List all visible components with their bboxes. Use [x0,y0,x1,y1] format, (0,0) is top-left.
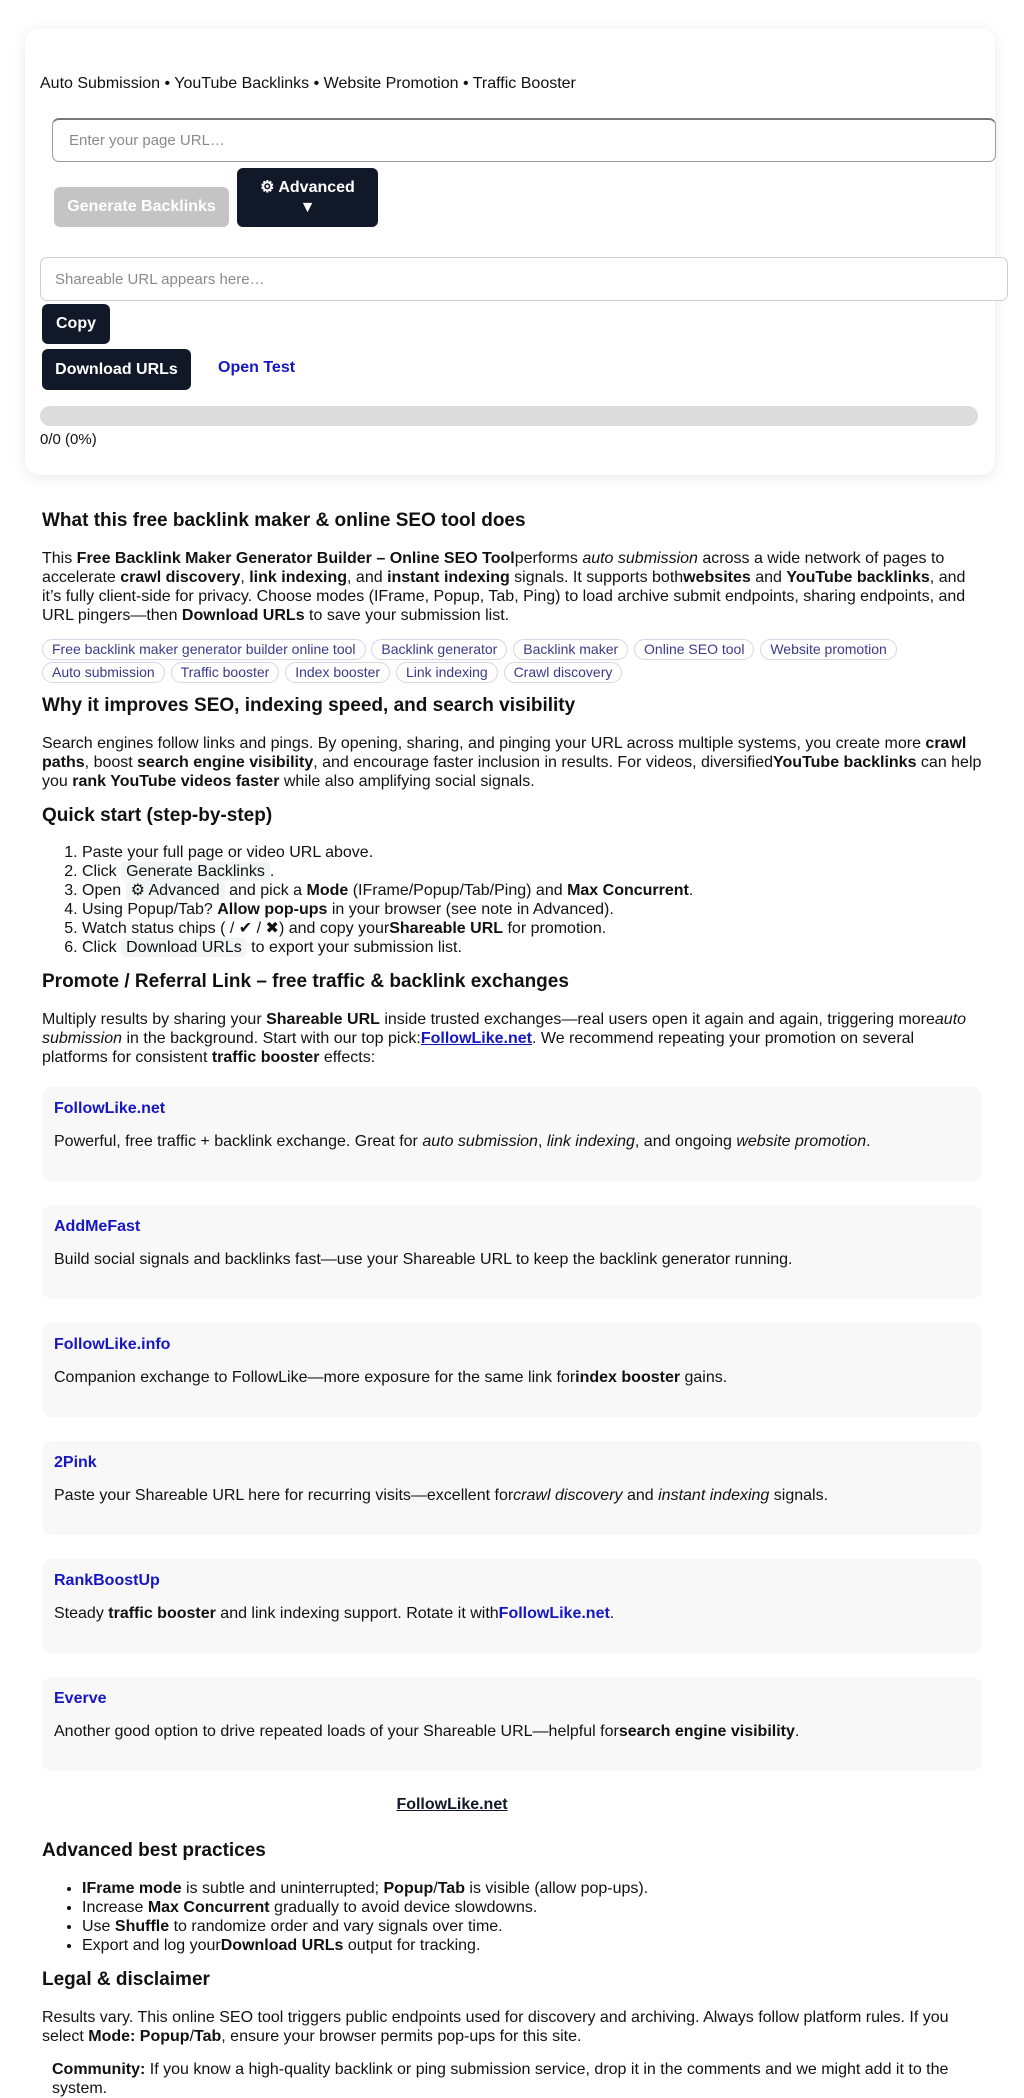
advanced-label: ⚙ Advanced [260,178,355,196]
promo-card-followlike-info [42,1323,982,1417]
quickstart-heading: Quick start (step-by-step) [42,804,273,826]
list-item: • IFrame mode is subtle and uninterrupted; Popup/Tab is visible (allow pop-ups). [82,1879,982,1898]
generate-chip: Generate Backlinks [121,862,270,881]
tag-chip[interactable]: Online SEO tool [634,639,754,660]
download-chip: Download URLs [121,938,247,957]
promo-description: Companion exchange to FollowLike—more exposure for the same link forindex booster gains. [54,1369,728,1387]
tag-chip[interactable]: Backlink maker [513,639,628,660]
advanced-list [42,1879,982,1955]
progress-bar [40,406,978,426]
promo-title-link[interactable]: FollowLike.net [54,1100,166,1118]
keyword-tags [42,639,982,685]
promo-title-link[interactable]: AddMeFast [54,1218,141,1236]
download-urls-button[interactable]: Download URLs [42,349,191,390]
why-heading: Why it improves SEO, indexing speed, and search visibility [42,694,576,716]
promo-title-link[interactable]: Everve [54,1690,107,1708]
advanced-heading: Advanced best practices [42,1840,266,1862]
followlike-center-link[interactable]: FollowLike.net [396,1796,508,1814]
promo-description: Build social signals and backlinks fast—use your Shareable URL to keep the backlink generator running. [54,1251,793,1269]
generate-backlinks-button[interactable]: Generate Backlinks [54,187,229,227]
tag-chip[interactable]: Backlink generator [371,639,507,660]
promote-heading: Promote / Referral Link – free traffic & backlink exchanges [42,971,569,993]
legal-heading: Legal & disclaimer [42,1969,210,1991]
community-note: Community: If you know a high-quality backlink or ping submission service, drop it in the comments and we might add it to the system. [52,2060,949,2097]
quickstart-steps [42,843,982,957]
tag-chip[interactable]: Free backlink maker generator builder online tool [42,639,366,660]
promo-card-2pink [42,1441,982,1535]
progress-text: 0/0 (0%) [40,431,97,448]
what-paragraph: This Free Backlink Maker Generator Builder – Online SEO Toolperforms auto submission across a wide network of pages to accelerate crawl discovery, link indexing, and instant indexing signals. It supports bothwebsites and YouTube backlinks, and it’s fully client-side for privacy. Choose modes (IFrame, Popup, Tab, Ping) to load archive submit endpoints, sharing endpoints, and URL pingers—then Download URLs to save your submission list. [42,549,966,624]
promo-card-followlike-net [42,1087,982,1181]
content [42,510,982,2098]
advanced-toggle-button[interactable] [237,168,378,227]
legal-paragraph: Results vary. This online SEO tool triggers public endpoints used for discovery and archiving. Always follow platform rules. If you select Mode: Popup/Tab, ensure your browser permits pop-ups for this site. [42,2008,949,2045]
promo-list [42,1087,982,1771]
tagline: Auto Submission • YouTube Backlinks • Website Promotion • Traffic Booster [40,75,576,92]
list-item: 2. Click Generate Backlinks . [82,862,982,881]
promo-title-link[interactable]: 2Pink [54,1454,97,1472]
list-item: 4. Using Popup/Tab? Allow pop-ups in your browser (see note in Advanced). [82,900,982,919]
promo-title-link[interactable]: RankBoostUp [54,1572,160,1590]
tag-chip[interactable]: Auto submission [42,662,165,683]
shareable-url-field[interactable] [40,257,1008,301]
followlike-inline-link[interactable]: FollowLike.net [420,1030,532,1048]
tag-chip[interactable]: Index booster [285,662,390,683]
promo-description: Steady traffic booster and link indexing support. Rotate it withFollowLike.net. [54,1605,615,1623]
chevron-down-icon: ▼ [299,198,316,216]
list-item: 5. Watch status chips ( / ✔ / ✖) and copy yourShareable URL for promotion. [82,919,982,938]
list-item: 3. Open ⚙ Advanced and pick a Mode (IFrame/Popup/Tab/Ping) and Max Concurrent. [82,881,982,900]
promo-card-everve [42,1677,982,1771]
tag-chip[interactable]: Link indexing [396,662,498,683]
tag-chip[interactable]: Crawl discovery [504,662,623,683]
promo-description: Powerful, free traffic + backlink exchange. Great for auto submission, link indexing, and ongoing website promotion. [54,1133,871,1151]
list-item: 1. Paste your full page or video URL above. [82,843,982,862]
list-item: • Use Shuffle to randomize order and vary signals over time. [82,1917,982,1936]
promo-description: Paste your Shareable URL here for recurring visits—excellent forcrawl discovery and instant indexing signals. [54,1487,829,1505]
what-heading: What this free backlink maker & online SEO tool does [42,510,526,531]
why-paragraph: Search engines follow links and pings. By opening, sharing, and pinging your URL across multiple systems, you create more crawl paths, boost search engine visibility, and encourage faster inclusion in results. For videos, diversifiedYouTube backlinks can help you rank YouTube videos faster while also amplifying social signals. [42,734,982,790]
list-item: • Export and log yourDownload URLs output for tracking. [82,1936,982,1955]
list-item: • Increase Max Concurrent gradually to avoid device slowdowns. [82,1898,982,1917]
copy-button[interactable]: Copy [42,304,110,344]
advanced-chip: ⚙ Advanced [126,881,225,900]
open-test-link[interactable]: Open Test [218,359,296,376]
tag-chip[interactable]: Traffic booster [171,662,280,683]
followlike-card-link[interactable]: FollowLike.net [498,1605,610,1623]
page-url-input[interactable] [52,118,996,162]
promo-description: Another good option to drive repeated loads of your Shareable URL—helpful forsearch engine visibility. [54,1723,800,1741]
promo-card-addmefast [42,1205,982,1299]
promo-title-link[interactable]: FollowLike.info [54,1336,171,1354]
list-item: 6. Click Download URLs to export your submission list. [82,938,982,957]
promo-card-rankboostup [42,1559,982,1653]
promote-paragraph: Multiply results by sharing your Shareable URL inside trusted exchanges—real users open it again and again, triggering moreauto submission in the background. Start with our top pick:FollowLike.net. We recommend repeating your promotion on several platforms for consistent traffic booster effects: [42,1011,967,1067]
tag-chip[interactable]: Website promotion [760,639,896,660]
